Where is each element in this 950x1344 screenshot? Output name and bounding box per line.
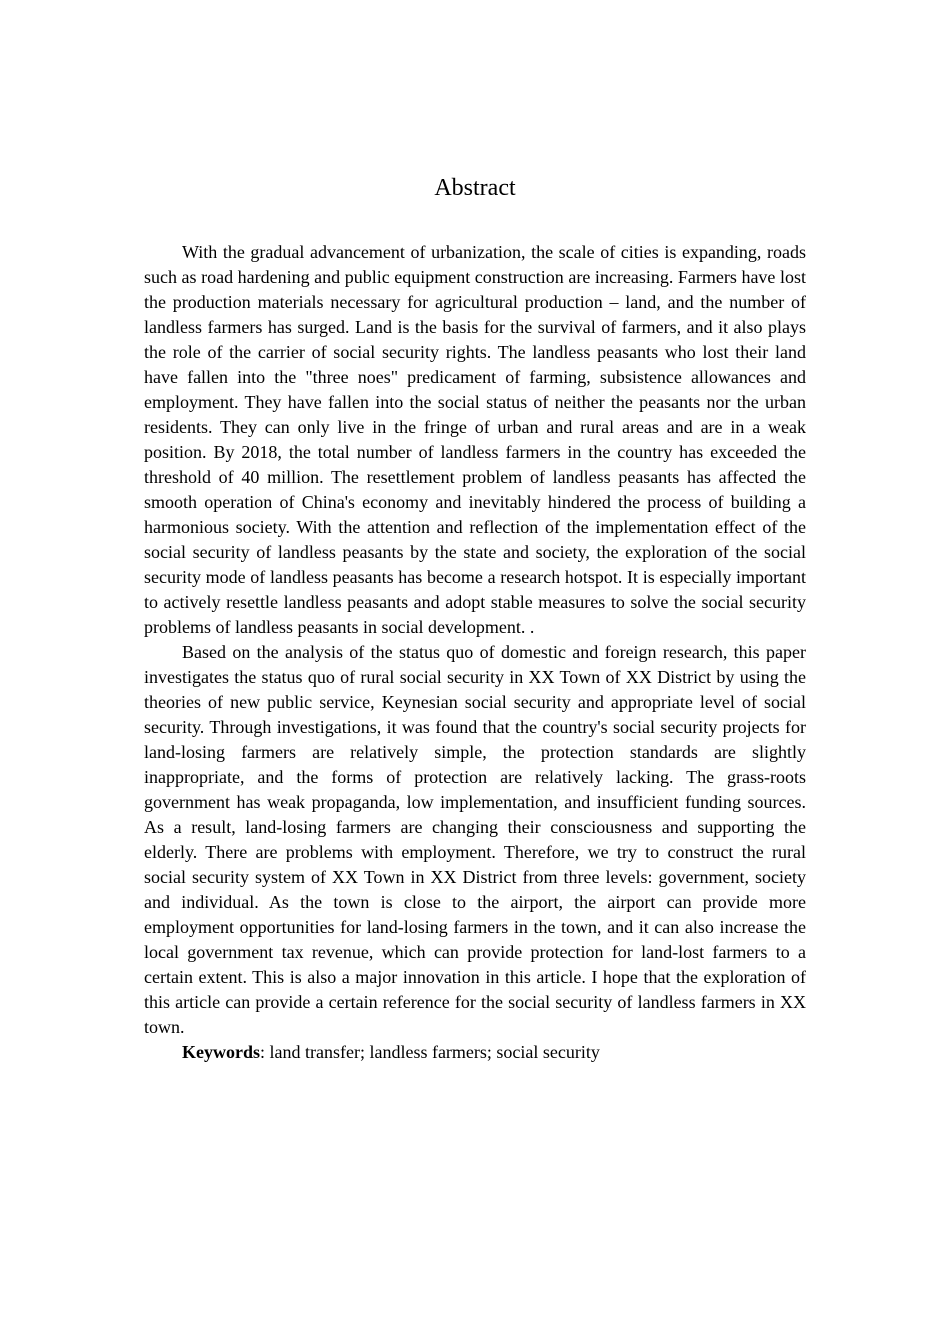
keywords-label: Keywords (182, 1042, 260, 1062)
page-title: Abstract (434, 175, 516, 201)
keywords-line (144, 1040, 806, 1065)
abstract-paragraph-2: Based on the analysis of the status quo of domestic and foreign research, this paper investigates the status quo of rural social security in XX Town of XX District by using the theories of new public service, Keynesian social security and appropriate level of social security. Through investigations, it was found that the country's social security projects for land-losing farmers are relatively simple, the protection standards are slightly inappropriate, and the forms of protection are relatively lacking. The grass-roots government has weak propaganda, low implementation, and insufficient funding sources. As a result, land-losing farmers are changing their consciousness and supporting the elderly. There are problems with employment. Therefore, we try to construct the rural social security system of XX Town in XX District from three levels: government, society and individual. As the town is close to the airport, the airport can provide more employment opportunities for land-losing farmers in the town, and it can also increase the local government tax revenue, which can provide protection for land-lost farmers to a certain extent. This is also a major innovation in this article. I hope that the exploration of this article can provide a certain reference for the social security of landless farmers in XX town. (144, 642, 806, 1037)
abstract-paragraph-1: With the gradual advancement of urbanization, the scale of cities is expanding, roads such as road hardening and public equipment construction are increasing. Farmers have lost the production materials necessary for agricultural production – land, and the number of landless farmers has surged. Land is the basis for the survival of farmers, and it also plays the role of the carrier of social security rights. The landless peasants who lost their land have fallen into the "three noes" predicament of farming, subsistence allowances and employment. They have fallen into the social status of neither the peasants nor the urban residents. They can only live in the fringe of urban and rural areas and are in a weak position. By 2018, the total number of landless farmers in the country has exceeded the threshold of 40 million. The resettlement problem of landless peasants has affected the smooth operation of China's economy and inevitably hindered the process of building a harmonious society. With the attention and reflection of the implementation effect of the social security of landless peasants by the state and society, the exploration of the social security mode of landless peasants has become a research hotspot. It is especially important to actively resettle landless peasants and adopt stable measures to solve the social security problems of landless peasants in social development. . (144, 242, 806, 637)
keywords-text: : land transfer; landless farmers; social security (260, 1042, 600, 1062)
abstract-body (144, 240, 806, 1065)
